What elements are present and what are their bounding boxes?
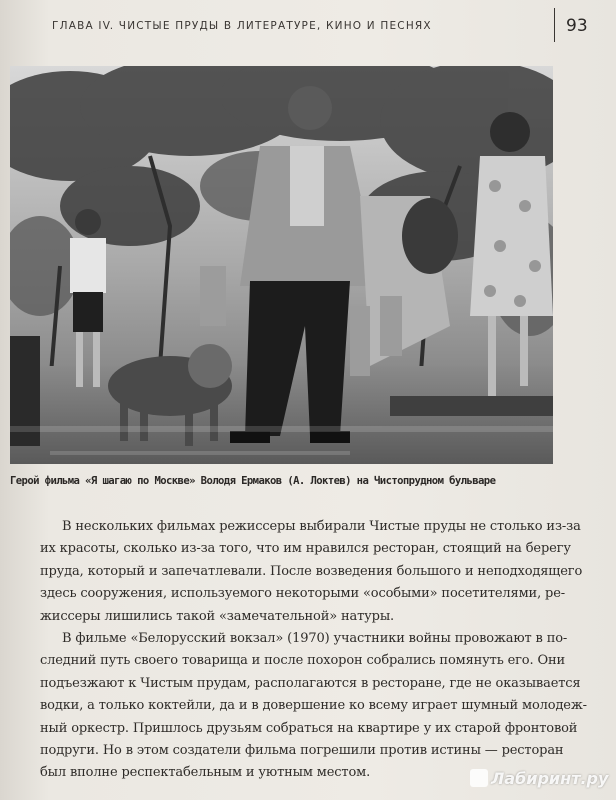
text-line: их красоты, сколько из-за того, что им нравился ресторан, стоящий на берегу [40,541,571,557]
page-number: 93 [566,16,588,36]
text-line: пруда, который и запечатлевали. После возведения большого и неподходящего [40,563,583,579]
paragraph-1 [40,516,583,628]
text-line: ный оркестр. Пришлось друзьям собраться на квартире у их старой фронтовой [40,720,578,736]
text-line: водки, а только коктейли, да и в довершение ко всему играет шумный молодеж- [40,698,587,714]
text-line: был вполне респектабельным и уютным местом. [40,765,371,781]
text-line: здесь сооружения, используемого некоторыми «особыми» посетителями, ре- [40,586,565,602]
text-line: В фильме «Белорусский вокзал» (1970) участники войны провожают в по- [62,631,568,647]
paragraph-2 [40,628,587,785]
text-line: подъезжают к Чистым прудам, располагаются в ресторане, где не оказывается [40,675,581,691]
body-text [40,516,587,785]
text-line: следний путь своего товарища и после похорон собрались помянуть его. Они [40,653,565,669]
photo-caption: Герой фильма «Я шагаю по Москве» Володя Ермаков (А. Локтев) на Чистопрудном бульваре [10,475,496,487]
watermark-logo-icon [470,769,488,787]
watermark-text: Лабиринт.ру [491,769,609,788]
watermark [470,764,610,794]
text-line: подруги. Но в этом создатели фильма погрешили против истины — ресторан [40,743,564,759]
text-line: В нескольких фильмах режиссеры выбирали Чистые пруды не столько из-за [62,519,581,534]
text-line: жиссеры лишились такой «замечательной» натуры. [40,608,395,624]
running-head: ГЛАВА IV. ЧИСТЫЕ ПРУДЫ В ЛИТЕРАТУРЕ, КИНО И ПЕСНЯХ [52,20,432,32]
film-still-photo [10,66,553,464]
header-divider [554,8,555,42]
